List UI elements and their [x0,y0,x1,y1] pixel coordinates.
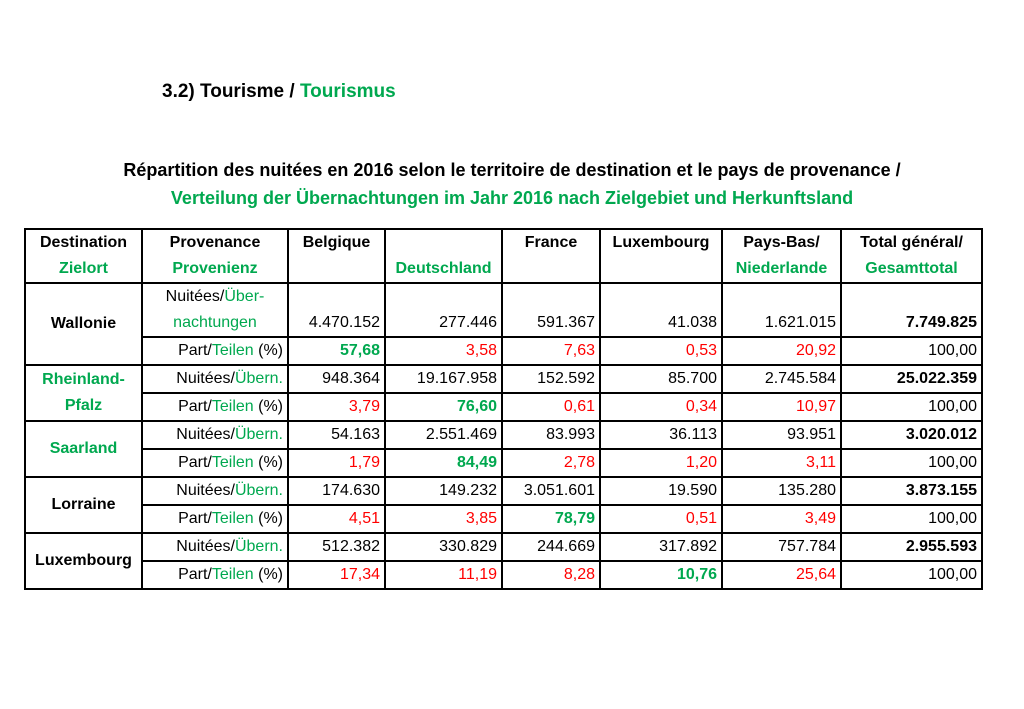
metric-label [142,477,288,505]
col-paysbas-de: Niederlande [735,260,828,277]
metric-label [142,449,288,477]
metric-label-de: Übern. [234,482,283,499]
cell-share-total: 100,00 [841,393,982,421]
col-paysbas [722,229,841,283]
table-row-wallonie-part [25,337,982,365]
col-paysbas-fr: Pays-Bas/ [743,234,820,251]
cell-share: 3,79 [288,393,385,421]
col-total-fr: Total général/ [860,234,963,251]
cell-share: 3,11 [722,449,841,477]
metric-label-fr: Nuitées/ [165,288,225,305]
region-rheinland-name2: Pfalz [64,397,103,414]
cell-share: 3,49 [722,505,841,533]
cell-value: 1.621.015 [722,283,841,337]
table-row-saarland-nuitees [25,421,982,449]
part-label-de: Teilen [211,566,254,583]
cell-share: 0,34 [600,393,722,421]
cell-value: 19.590 [600,477,722,505]
part-label-suffix: (%) [253,398,283,415]
part-label-de: Teilen [211,454,254,471]
overnight-stays-table [24,228,983,590]
metric-label [142,533,288,561]
cell-value: 152.592 [502,365,600,393]
cell-value: 19.167.958 [385,365,502,393]
header-row [25,229,982,283]
cell-share: 0,53 [600,337,722,365]
cell-share: 84,49 [385,449,502,477]
metric-label-de: Übern. [234,370,283,387]
table-row-rheinland-part [25,393,982,421]
section-title [162,81,396,103]
cell-total: 2.955.593 [841,533,982,561]
table-row-saarland-part [25,449,982,477]
part-label-de: Teilen [211,342,254,359]
part-label-suffix: (%) [253,342,283,359]
table-row-lorraine-part [25,505,982,533]
region-luxembourg: Luxembourg [25,533,142,589]
table-row-lorraine-nuitees [25,477,982,505]
cell-value: 948.364 [288,365,385,393]
metric-label-fr: Nuitées/ [176,538,235,555]
cell-total: 3.873.155 [841,477,982,505]
section-title-fr: 3.2) Tourisme [162,81,285,102]
cell-value: 93.951 [722,421,841,449]
col-destination-de: Zielort [59,260,108,277]
section-title-separator: / [284,81,300,102]
part-label-fr: Part/ [178,510,212,527]
col-provenance-fr: Provenance [169,234,261,251]
cell-share-total: 100,00 [841,505,982,533]
cell-share: 78,79 [502,505,600,533]
cell-value: 512.382 [288,533,385,561]
cell-share: 8,28 [502,561,600,589]
subtitle-de: Verteilung der Übernachtungen im Jahr 2016 nach Zielgebiet und Herkunftsland [170,188,854,208]
cell-value: 591.367 [502,283,600,337]
table-row-rheinland-nuitees [25,365,982,393]
metric-label [142,337,288,365]
cell-value: 4.470.152 [288,283,385,337]
table-row-luxembourg-part [25,561,982,589]
part-label-suffix: (%) [253,566,283,583]
cell-share-total: 100,00 [841,337,982,365]
cell-share: 2,78 [502,449,600,477]
cell-share: 76,60 [385,393,502,421]
metric-label [142,283,288,337]
col-deutschland: Deutschland [385,229,502,283]
cell-value: 36.113 [600,421,722,449]
cell-share: 17,34 [288,561,385,589]
cell-share: 25,64 [722,561,841,589]
cell-share: 0,61 [502,393,600,421]
cell-value: 41.038 [600,283,722,337]
metric-label-fr: Nuitées/ [176,482,235,499]
col-total [841,229,982,283]
region-rheinland-name1: Rheinland- [42,371,125,388]
metric-label-de: Übern. [234,426,283,443]
metric-label-fr: Nuitées/ [176,370,235,387]
cell-value: 3.051.601 [502,477,600,505]
cell-share: 1,20 [600,449,722,477]
metric-label [142,505,288,533]
metric-label [142,561,288,589]
cell-share: 11,19 [385,561,502,589]
part-label-fr: Part/ [178,454,212,471]
cell-value: 277.446 [385,283,502,337]
cell-value: 83.993 [502,421,600,449]
cell-total: 3.020.012 [841,421,982,449]
col-france: France [502,229,600,283]
col-belgique: Belgique [288,229,385,283]
cell-share-total: 100,00 [841,449,982,477]
cell-value: 757.784 [722,533,841,561]
metric-label [142,393,288,421]
cell-share: 3,85 [385,505,502,533]
cell-value: 2.745.584 [722,365,841,393]
table-subtitle [0,156,1024,212]
col-total-de: Gesamttotal [865,260,958,277]
cell-value: 135.280 [722,477,841,505]
cell-total: 25.022.359 [841,365,982,393]
part-label-fr: Part/ [178,342,212,359]
col-provenance-de: Provenienz [172,260,258,277]
part-label-de: Teilen [211,398,254,415]
col-destination-fr: Destination [39,234,128,251]
col-provenance [142,229,288,283]
metric-label-de: Übern. [234,538,283,555]
region-lorraine: Lorraine [25,477,142,533]
cell-value: 149.232 [385,477,502,505]
cell-value: 330.829 [385,533,502,561]
cell-share: 0,51 [600,505,722,533]
cell-share: 3,58 [385,337,502,365]
col-destination [25,229,142,283]
region-rheinland-pfalz [25,365,142,421]
part-label-suffix: (%) [253,454,283,471]
metric-label-fr: Nuitées/ [176,426,235,443]
section-title-de: Tourismus [299,81,396,102]
cell-share: 10,97 [722,393,841,421]
cell-share: 57,68 [288,337,385,365]
region-wallonie: Wallonie [25,283,142,365]
part-label-suffix: (%) [253,510,283,527]
cell-share: 1,79 [288,449,385,477]
cell-share: 4,51 [288,505,385,533]
cell-total: 7.749.825 [841,283,982,337]
cell-share: 7,63 [502,337,600,365]
region-saarland: Saarland [25,421,142,477]
cell-value: 85.700 [600,365,722,393]
cell-value: 174.630 [288,477,385,505]
metric-label [142,421,288,449]
cell-share: 10,76 [600,561,722,589]
cell-share: 20,92 [722,337,841,365]
cell-value: 244.669 [502,533,600,561]
metric-label [142,365,288,393]
cell-value: 54.163 [288,421,385,449]
cell-value: 2.551.469 [385,421,502,449]
metric-label-de: Über- [224,288,265,305]
cell-value: 317.892 [600,533,722,561]
part-label-de: Teilen [211,510,254,527]
cell-share-total: 100,00 [841,561,982,589]
metric-label-de-cont: nachtungen [173,314,257,331]
subtitle-fr: Répartition des nuitées en 2016 selon le territoire de destination et le pays de provenance / [123,160,901,180]
table-row-luxembourg-nuitees [25,533,982,561]
part-label-fr: Part/ [178,398,212,415]
table-row-wallonie-nuitees [25,283,982,337]
col-luxembourg: Luxembourg [600,229,722,283]
part-label-fr: Part/ [178,566,212,583]
